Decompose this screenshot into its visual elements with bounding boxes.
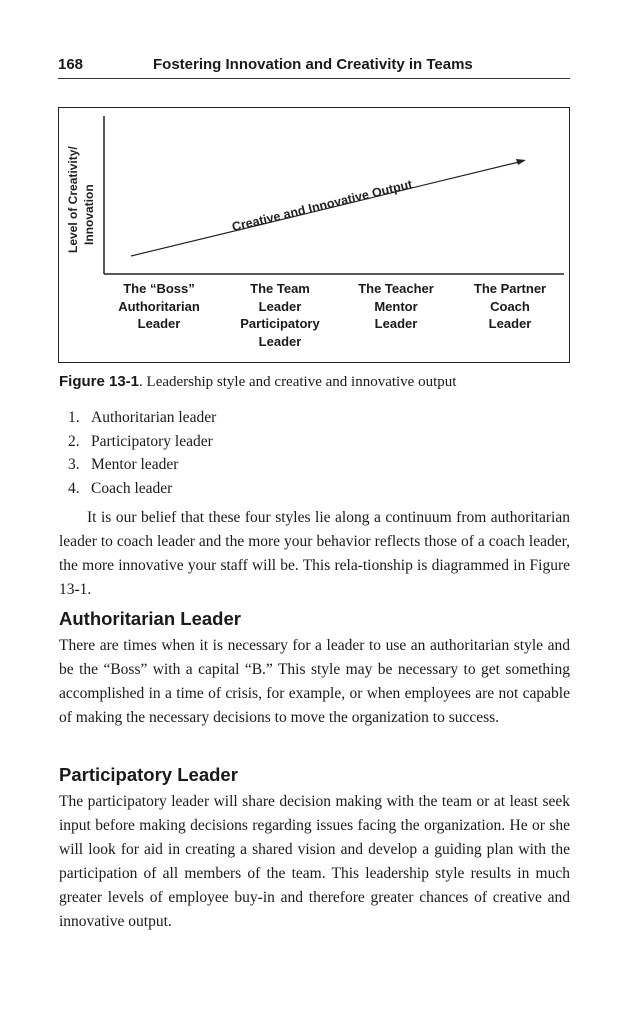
category-partner [455,280,565,333]
list-item-text: Coach leader [91,480,173,498]
list-item-number: 4. [68,480,80,498]
leader-styles-list [68,408,216,503]
y-axis-label [66,146,96,253]
list-item-text: Authoritarian leader [91,409,217,426]
y-axis-label-line2: Innovation [82,184,96,245]
heading-authoritarian-leader: Authoritarian Leader [59,608,241,629]
running-header [58,54,570,79]
category-team-line: Participatory [240,316,320,331]
category-partner-line: Coach [490,298,530,314]
intro-paragraph: It is our belief that these four styles lie along a continuum from authoritarian leader to coach leader and the more your behavior reflects those of a coach leader, the more innovative your staff will be. This rela-tionship is diagrammed in Figure 13-1. [59,509,570,598]
figure-caption-label: Figure 13-1 [59,373,140,390]
category-boss-line: Leader [137,316,181,331]
list-item-text: Mentor leader [91,456,179,474]
category-team-line: Leader [258,298,302,314]
list-item [68,432,216,456]
trend-arrowhead [516,159,526,165]
list-item-text: Participatory leader [91,432,213,450]
category-team [225,280,335,350]
category-teacher-line: Mentor [374,298,418,314]
list-item-number: 2. [68,432,80,450]
list-item [68,455,216,479]
heading-participatory-leader: Participatory Leader [59,764,238,785]
authoritarian-paragraph: There are times when it is necessary for a leader to use an authoritarian style and be the “Boss” with a capital “B.” This style may be necessary to get something accomplished in a time of crisis, for example, or when employees are not capable of making the necessary decisions to move the organization to success. [59,637,570,726]
category-boss-line: Authoritarian [118,298,200,314]
list-item [68,408,216,432]
category-teacher-line: The Teacher [358,281,434,296]
y-axis-label-line1: Level of Creativity/ [66,146,80,253]
category-boss-line: The “Boss” [123,281,195,296]
figure-caption-text: . Leadership style and creative and innovative output [139,374,457,390]
figure-13-1 [58,107,570,363]
category-partner-line: The Partner [473,281,547,296]
category-teacher-line: Leader [374,316,418,331]
running-title: Fostering Innovation and Creativity in Teams [153,56,473,73]
list-item-number: 3. [68,456,80,474]
category-team-line: Leader [258,333,302,349]
list-item-number: 1. [68,409,80,426]
participatory-paragraph: The participatory leader will share decision making with the team or at least seek input before making decisions regarding issues facing the organization. He or she will look for aid in creating a shared vision and develop a guiding plan with the participation of all members of the team. This leadership style results in much greater levels of employee buy-in and therefore greater chances of creative and innovative output. [59,793,570,930]
trend-label: Creative and Innovative Output [230,177,414,235]
category-partner-line: Leader [488,316,532,331]
category-boss [104,280,214,333]
category-team-line: The Team [250,281,310,296]
list-item [68,479,216,503]
category-teacher [341,280,451,333]
page-number: 168 [58,56,84,73]
figure-caption [59,373,456,391]
